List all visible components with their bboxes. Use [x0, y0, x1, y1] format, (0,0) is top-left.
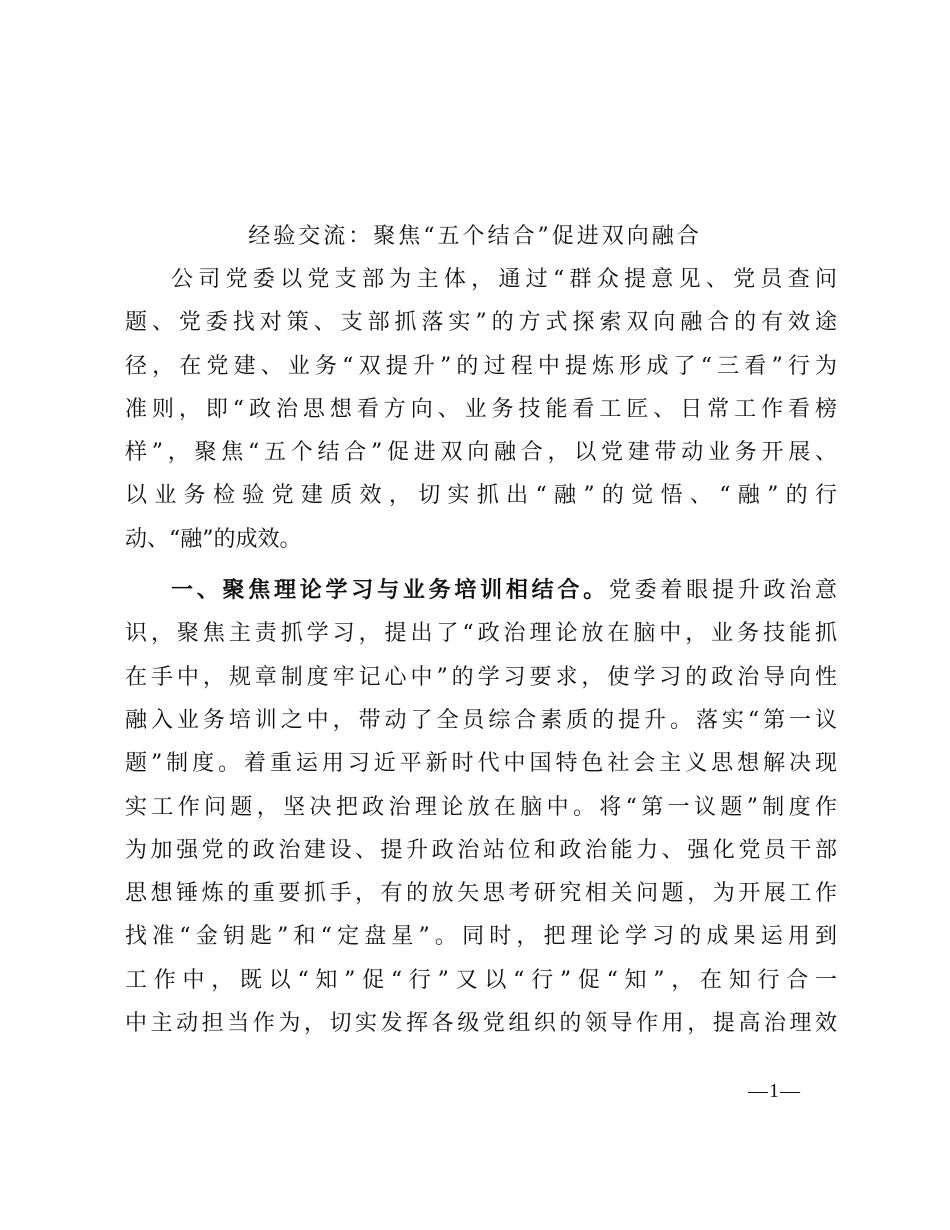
paragraph-line: 动、“融”的成效。 [125, 527, 302, 552]
section-heading-rest: 党委着眼提升政治意 [608, 578, 837, 603]
paragraph-line: 找准“金钥匙”和“定盘星”。同时，把理论学习的成果运用到 [125, 924, 837, 949]
paragraph-line: 融入业务培训之中，带动了全员综合素质的提升。落实“第一议 [125, 708, 837, 733]
paragraph-line: 中主动担当作为，切实发挥各级党组织的领导作用，提高治理效 [125, 1011, 837, 1036]
document-title: 经验交流：聚焦“五个结合”促进双向融合 [248, 224, 702, 249]
paragraph-line: 准则，即“政治思想看方向、业务技能看工匠、日常工作看榜 [125, 397, 837, 422]
paragraph-line: 思想锤炼的重要抓手，有的放矢思考研究相关问题，为开展工作 [125, 881, 837, 906]
paragraph-line: 工作中，既以“知”促“行”又以“行”促“知”，在知行合一 [125, 968, 837, 993]
page-number: —1— [748, 1080, 801, 1102]
paragraph-line: 题”制度。着重运用习近平新时代中国特色社会主义思想解决现 [125, 751, 837, 776]
paragraph-line: 为加强党的政治建设、提升政治站位和政治能力、强化党员干部 [125, 838, 837, 863]
section-heading: 一、聚焦理论学习与业务培训相结合。 [171, 578, 609, 603]
paragraph-line: 实工作问题，坚决把政治理论放在脑中。将“第一议题”制度作 [125, 795, 837, 820]
paragraph-line: 在手中，规章制度牢记心中”的学习要求，使学习的政治导向性 [125, 665, 837, 690]
paragraph-line: 公司党委以党支部为主体，通过“群众提意见、党员查问 [171, 267, 837, 292]
section-heading-line [125, 574, 837, 608]
paragraph-line: 题、党委找对策、支部抓落实”的方式探索双向融合的有效途 [125, 310, 837, 335]
paragraph-line: 样”，聚焦“五个结合”促进双向融合，以党建带动业务开展、 [125, 440, 837, 465]
paragraph-line: 以业务检验党建质效，切实抓出“融”的觉悟、“融”的行 [125, 483, 837, 508]
paragraph-line: 识，聚焦主责抓学习，提出了“政治理论放在脑中，业务技能抓 [125, 621, 837, 646]
paragraph-line: 径，在党建、业务“双提升”的过程中提炼形成了“三看”行为 [125, 354, 837, 379]
